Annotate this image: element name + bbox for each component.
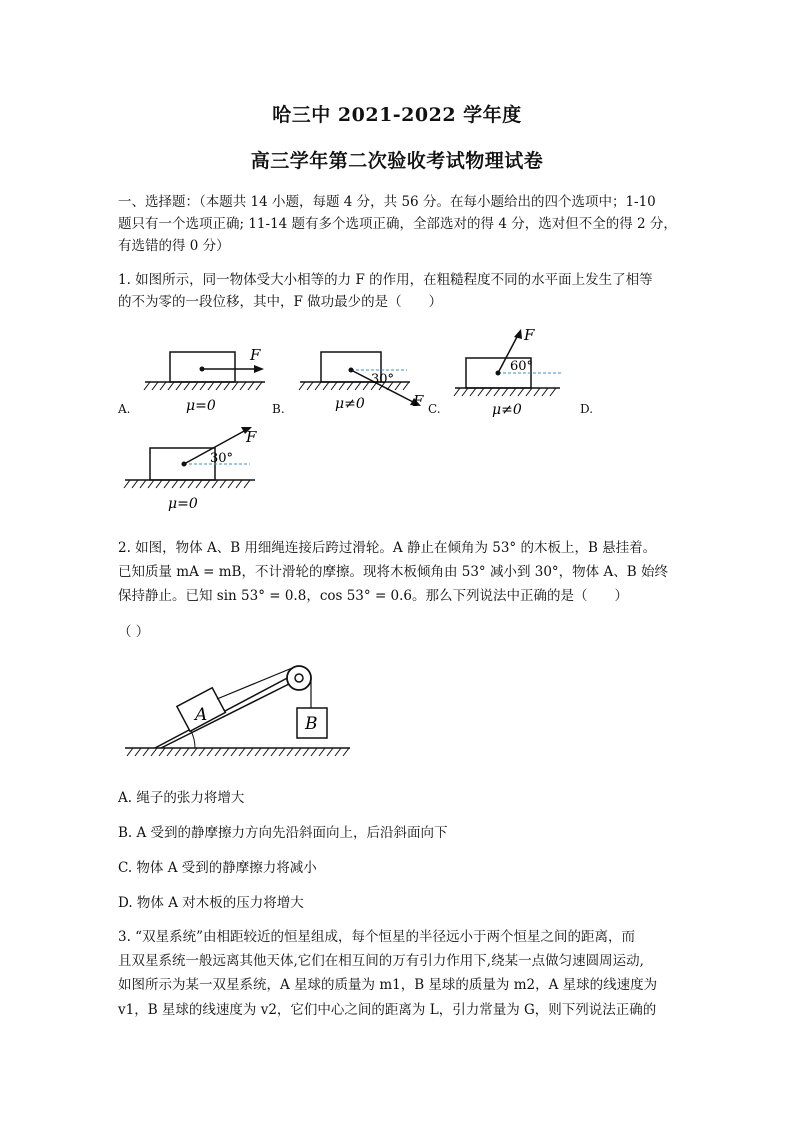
q3-stem-line4: v1，B 星球的线速度为 v2，它们中心之间的距离为 L，引力常量为 G，则下列说法正确的 [118, 1002, 657, 1018]
q1c-force-label: F [524, 326, 535, 344]
q1-option-a-label[interactable]: A. [118, 402, 131, 416]
section-heading-line1: 一、选择题：（本题共 14 小题，每题 4 分，共 56 分。在每小题给出的四个选项中；1-10 [118, 194, 656, 210]
q2-stem-line3: 保持静止。已知 sin 53° = 0.8，cos 53° = 0.6。那么下列说法中正确的是（ ） [118, 588, 629, 604]
q1-option-c-label[interactable]: C. [428, 402, 441, 416]
q3-stem-line1: 3. “双星系统”由相距较近的恒星组成，每个恒星的半径远小于两个恒星之间的距离，而 [118, 929, 635, 945]
q1b-angle-label: 30° [371, 372, 395, 387]
q1a-force-label: F [250, 346, 261, 364]
section-heading-line3: 有选错的得 0 分） [118, 238, 230, 254]
q3-stem-line3: 如图所示为某一双星系统，A 星球的质量为 m1，B 星球的质量为 m2，A 星球的线速度为 [118, 977, 658, 993]
q2-stem-line1: 2. 如图，物体 A、B 用细绳连接后跨过滑轮。A 静止在倾角为 53° 的木板上，B 悬挂着。 [118, 540, 657, 556]
q1-figure-c [450, 320, 580, 420]
q3-stem-line2: 且双星系统一般远离其他天体,它们在相互间的万有引力作用下,绕某一点做匀速圆周运动, [118, 953, 644, 969]
q1-stem-line2: 的不为零的一段位移，其中，F 做功最少的是（ ） [118, 294, 443, 310]
q1a-mu-label: μ=0 [186, 398, 216, 414]
q1-figure-b [295, 340, 435, 415]
q2-option-c[interactable]: C. 物体 A 受到的静摩擦力将减小 [118, 860, 317, 876]
q2-option-d[interactable]: D. 物体 A 对木板的压力将增大 [118, 895, 304, 911]
q2-option-a[interactable]: A. 绳子的张力将增大 [118, 790, 245, 806]
q2-block-a-label: A [195, 705, 208, 725]
section-heading-line2: 题只有一个选项正确; 11-14 题有多个选项正确，全部选对的得 4 分，选对但不全的得 2 分， [118, 216, 677, 232]
q1b-force-label: F [413, 392, 424, 410]
q2-figure [125, 655, 355, 765]
q1-option-b-label[interactable]: B. [272, 402, 285, 416]
q1d-angle-label: 30° [210, 451, 234, 466]
q2-stem-line2: 已知质量 mA = mB，不计滑轮的摩擦。现将木板倾角由 53° 减小到 30°，物体 A、B 始终 [118, 564, 668, 580]
q1c-mu-label: μ≠0 [492, 402, 522, 418]
q1d-force-label: F [246, 428, 257, 446]
q1-option-d-label[interactable]: D. [580, 402, 594, 416]
q1b-mu-label: μ≠0 [335, 396, 365, 412]
q1-stem-line1: 1. 如图所示，同一物体受大小相等的力 F 的作用，在粗糙程度不同的水平面上发生了相等 [118, 272, 653, 288]
q1-figure-a [140, 340, 270, 415]
q2-block-b-label: B [305, 714, 318, 734]
q1-figure-d [120, 420, 280, 515]
exam-title-line2: 高三学年第二次验收考试物理试卷 [250, 150, 544, 172]
q2-option-b[interactable]: B. A 受到的静摩擦力方向先沿斜面向上，后沿斜面向下 [118, 825, 448, 841]
exam-title-line1: 哈三中 2021-2022 学年度 [272, 104, 522, 126]
q2-stem-line4: （ ） [118, 624, 150, 640]
q1d-mu-label: μ=0 [168, 496, 198, 512]
q1c-angle-label: 60° [510, 359, 534, 374]
